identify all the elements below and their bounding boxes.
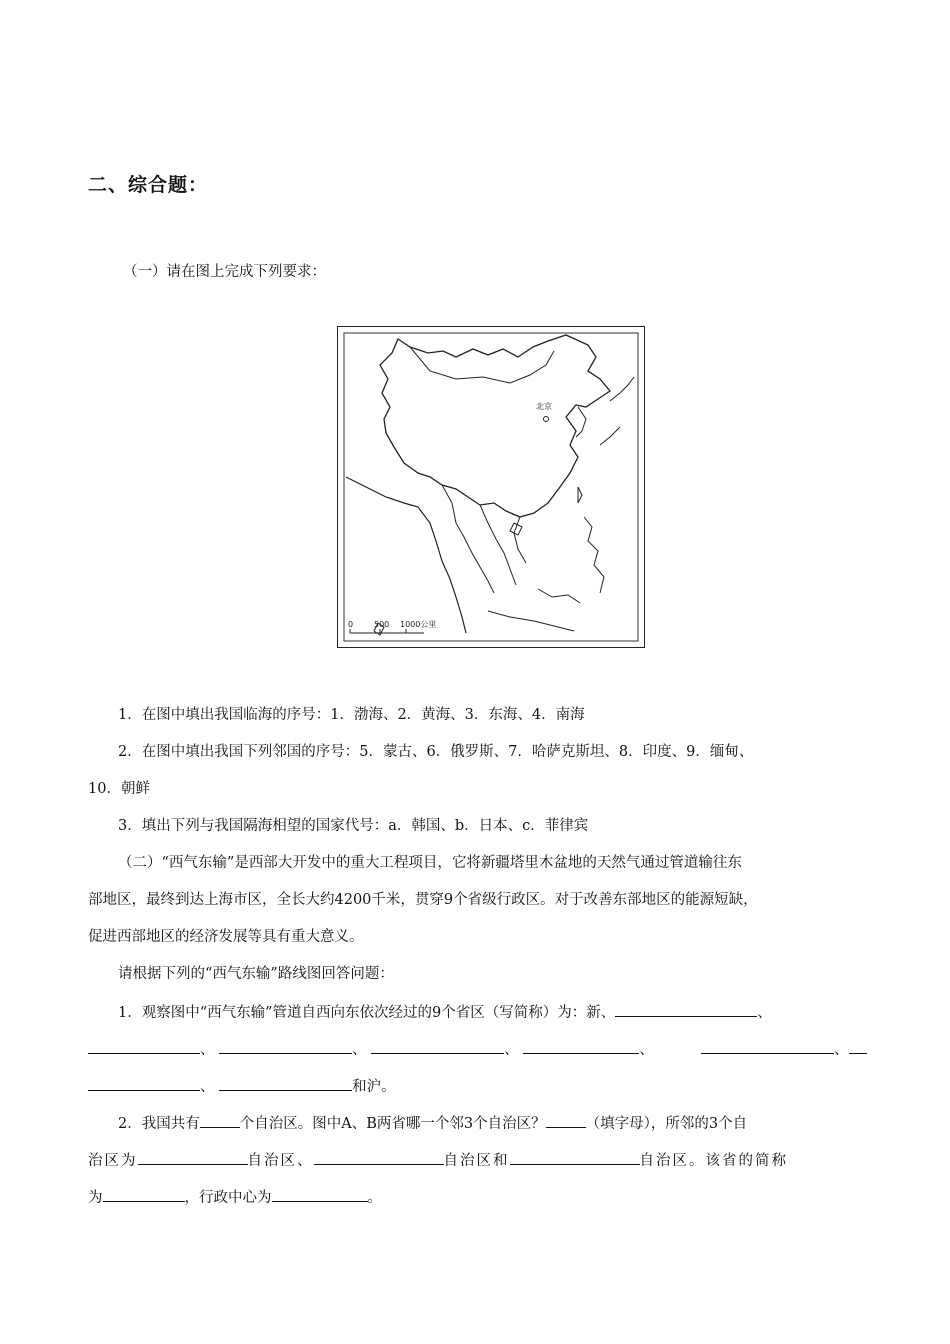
question-2-end: 。 — [367, 1190, 382, 1206]
separator: 、 — [504, 1042, 519, 1058]
answer-blank-autonomous-count[interactable] — [200, 1112, 240, 1128]
part1-question-2-line1: 2．在图中填出我国下列邻国的序号：5．蒙古、6．俄罗斯、7．哈萨克斯坦、8．印度、9．缅甸、 — [118, 744, 754, 760]
map-city-label: 北京 — [536, 402, 552, 411]
separator: 、 — [834, 1042, 849, 1058]
answer-blank-province-2[interactable] — [88, 1038, 200, 1054]
question-1-text: 1．观察图中“西气东输”管道自西向东依次经过的9个省区（写简称）为：新、 — [118, 1005, 616, 1021]
answer-blank-letter[interactable] — [546, 1112, 586, 1128]
answer-blank-province-4[interactable] — [371, 1038, 504, 1054]
answer-blank-province-1[interactable] — [615, 1001, 757, 1017]
answer-blank-province-6[interactable] — [701, 1038, 834, 1054]
part1-question-1: 1．在图中填出我国临海的序号：1．渤海、2．黄海、3．东海、4．南海 — [118, 707, 585, 723]
part2-question-1-line2 — [88, 1038, 867, 1060]
part2-intro-line3: 促进西部地区的经济发展等具有重大意义。 — [88, 929, 364, 945]
part2-question-1-line3 — [88, 1075, 396, 1097]
part2-question-2-line1 — [118, 1112, 747, 1134]
question-2-text-h: 为 — [88, 1190, 103, 1206]
answer-blank-province-3[interactable] — [219, 1038, 352, 1054]
part2-instruction: 请根据下列的“西气东输”路线图回答问题： — [118, 966, 394, 982]
scale-tick-0: 0 — [348, 620, 354, 629]
part2-intro-line1: （二）“西气东输”是西部大开发中的重大工程项目，它将新疆塔里木盆地的天然气通过管道输往东 — [118, 855, 742, 871]
question-2-text-d: 治区为 — [88, 1153, 138, 1169]
part1-intro: （一）请在图上完成下列要求： — [123, 264, 326, 280]
question-2-text-g: 自治区。该省的简称 — [639, 1153, 788, 1169]
question-2-text-c: （填字母），所邻的3个自 — [585, 1116, 748, 1132]
question-2-text-i: ，行政中心为 — [184, 1190, 272, 1206]
part1-question-2-line2: 10．朝鲜 — [88, 781, 150, 797]
answer-blank-capital[interactable] — [272, 1186, 368, 1202]
question-2-text-f: 自治区和 — [443, 1153, 510, 1169]
question-2-text-e: 自治区、 — [247, 1153, 314, 1169]
separator: 、 — [200, 1042, 215, 1058]
answer-blank-province-8[interactable] — [219, 1075, 352, 1091]
answer-blank-region-1[interactable] — [138, 1149, 248, 1165]
part2-intro-line2: 部地区，最终到达上海市区，全长大约4200千米，贯穿9个省级行政区。对于改善东部地区的能源短缺， — [88, 892, 758, 908]
answer-blank-province-7b[interactable] — [88, 1075, 200, 1091]
separator: 、 — [200, 1079, 215, 1095]
scale-tick-500: 500 — [374, 620, 390, 629]
separator: 、 — [352, 1042, 367, 1058]
answer-blank-abbreviation[interactable] — [103, 1186, 185, 1202]
part2-question-2-line3 — [88, 1186, 382, 1208]
answer-blank-province-5[interactable] — [523, 1038, 639, 1054]
separator: 、 — [639, 1042, 654, 1058]
separator: 、 — [757, 1005, 772, 1021]
answer-blank-region-2[interactable] — [314, 1149, 444, 1165]
map-drawing — [338, 327, 644, 647]
question-1-end: 和沪。 — [352, 1079, 396, 1095]
asia-outline-map — [337, 326, 645, 648]
answer-blank-region-3[interactable] — [510, 1149, 640, 1165]
part2-question-2-line2 — [88, 1149, 788, 1171]
part1-question-3: 3．填出下列与我国隔海相望的国家代号：a．韩国、b．日本、c．菲律宾 — [118, 818, 589, 834]
section-title: 二、综合题： — [88, 174, 209, 196]
question-2-text-a: 2．我国共有 — [118, 1116, 200, 1132]
part2-question-1-line1 — [118, 1001, 772, 1023]
scale-tick-1000: 1000公里 — [400, 620, 437, 629]
answer-blank-province-7a[interactable] — [849, 1038, 867, 1054]
question-2-text-b: 个自治区。图中A、B两省哪一个邻3个自治区？ — [239, 1116, 546, 1132]
